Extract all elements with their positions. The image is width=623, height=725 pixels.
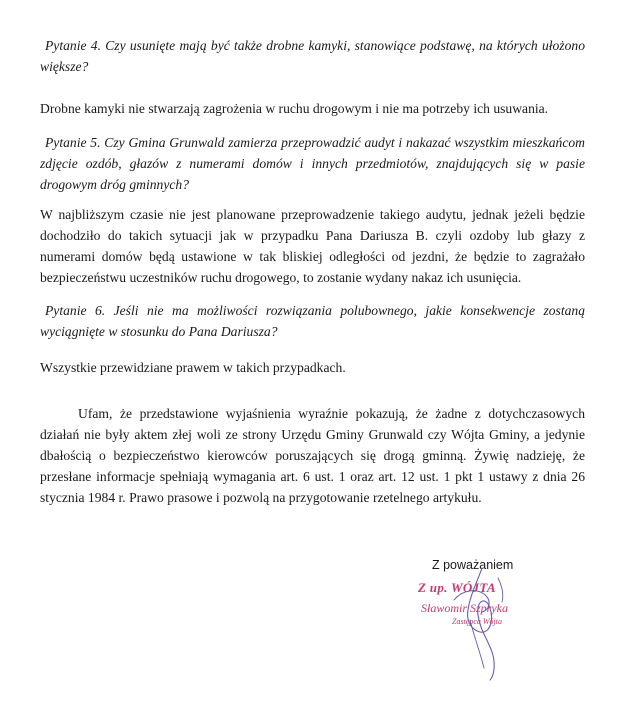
- closing-greeting: Z poważaniem: [432, 558, 514, 572]
- answer-4: Drobne kamyki nie stwarzają zagrożenia w ruchu drogowym i nie ma potrzeby ich usuwania.: [40, 101, 549, 116]
- question-5: Pytanie 5. Czy Gmina Grunwald zamierza przeprowadzić audyt i nakazać wszystkim mieszkańcom zdjęcie ozdób, głazów z numerami domów i innych przedmiotów, znajdujących się w pasie drogowym dróg gminnych?: [40, 135, 585, 192]
- stamp-name: Sławomir Szpryka: [421, 601, 508, 615]
- answer-6: Wszystkie przewidziane prawem w takich przypadkach.: [40, 360, 346, 375]
- closing-paragraph: Ufam, że przedstawione wyjaśnienia wyraźnie pokazują, że żadne z dotychczasowych działań nie były aktem złej woli ze strony Urzędu Gminy Grunwald czy Wójta Gminy, a jedynie dbałością o bezpieczeństwo kierowców poruszających się drogą gminną. Żywię nadzieję, że przesłane informacje spełniają wymagania art. 6 ust. 1 oraz art. 12 ust. 1 pkt 1 ustawy z dnia 26 stycznia 1984 r. Prawo prasowe i pozwolą na przygotowanie rzetelnego artykułu.: [40, 406, 585, 505]
- question-4: Pytanie 4. Czy usunięte mają być także drobne kamyki, stanowiące podstawę, na których ułożono większe?: [40, 38, 585, 74]
- answer-5: W najbliższym czasie nie jest planowane przeprowadzenie takiego audytu, jednak jeżeli będzie dochodziło do takich sytuacji jak w przypadku Pana Dariusza B. czyli ozdoby lub głazy z numerami domów będą ustawione w tak bliskiej odległości od jezdni, że będzie to zagrażało bezpieczeństwu uczestników ruchu drogowego, to zostanie wydany nakaz ich usunięcia.: [40, 207, 585, 285]
- stamp-role: Zastępca Wójta: [452, 617, 502, 626]
- stamp-authorization: Z up. WÓJTA: [418, 580, 496, 595]
- handwritten-signature: [410, 560, 540, 685]
- question-6: Pytanie 6. Jeśli nie ma możliwości rozwiązania polubownego, jakie konsekwencje zostaną wyciągnięte w stosunku do Pana Dariusza?: [40, 303, 585, 339]
